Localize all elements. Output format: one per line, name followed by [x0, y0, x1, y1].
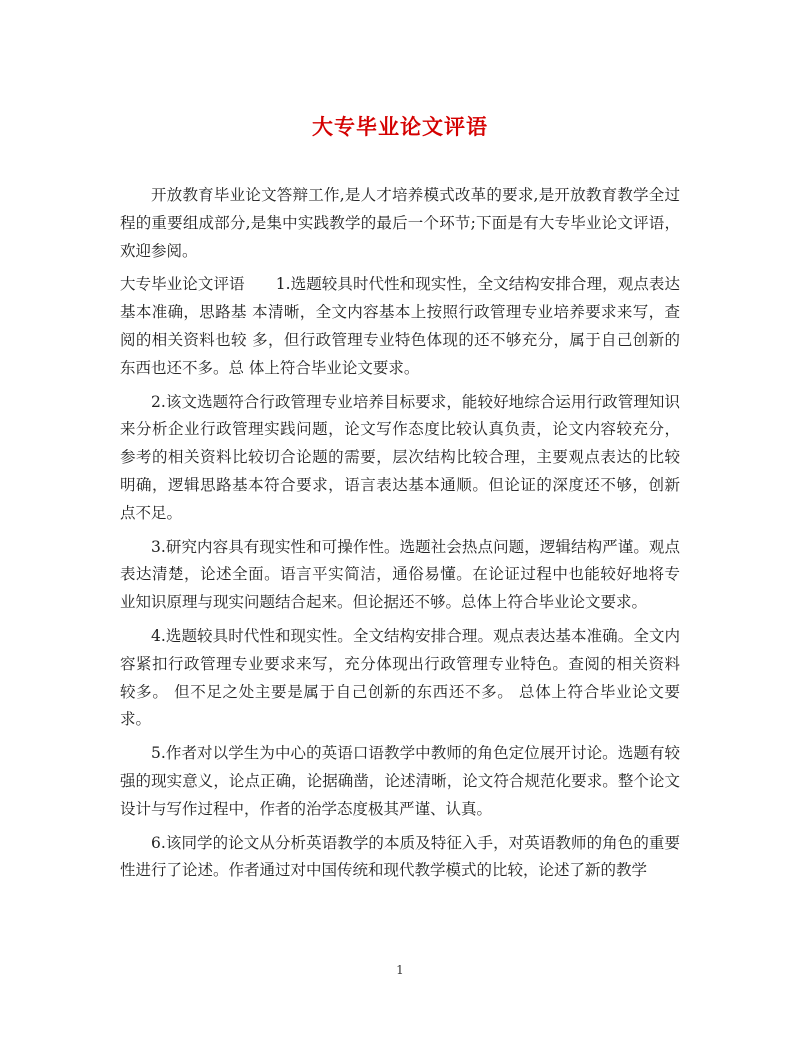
comment-paragraph-3: 3.研究内容具有现实性和可操作性。选题社会热点问题，逻辑结构严谨。观点 表达清楚，论述全面。语言平实简洁，通俗易懂。在论证过程中也能较好地将专 业知识原理与现实问题结合起来。但论据还不够。总体上符合毕业论文要求。	[120, 537, 680, 612]
intro-paragraph: 开放教育毕业论文答辩工作,是人才培养模式改革的要求,是开放教育教学全过程的重要组成部分,是集中实践教学的最后一个环节;下面是有大专毕业论文评语，欢迎参阅。	[120, 186, 680, 260]
comment-paragraph-1: 大专毕业论文评语 1.选题较具时代性和现实性，全文结构安排合理，观点表达基本准确，思路基 本清晰，全文内容基本上按照行政管理专业培养要求来写，查阅的相关资料也较 多，但行政管理专业特色体现的还不够充分，属于自己创新的东西也还不多。总 体上符合毕业论文要求。	[120, 275, 680, 377]
comment-paragraph-4: 4.选题较具时代性和现实性。全文结构安排合理。观点表达基本准确。全文内 容紧扣行政管理专业要求来写，充分体现出行政管理专业特色。查阅的相关资料 较多。 但不足之处主要是属于自己创新的东西还不多。 总体上符合毕业论文要求。	[120, 626, 680, 729]
comment-paragraph-6: 6.该同学的论文从分析英语教学的本质及特征入手，对英语教师的角色的重要性进行了论述。作者通过对中国传统和现代教学模式的比较，论述了新的教学	[120, 833, 680, 880]
comment-paragraph-5: 5.作者对以学生为中心的英语口语教学中教师的角色定位展开讨论。选题有较强的现实意义，论点正确，论据确凿，论述清晰，论文符合规范化要求。整个论文设计与写作过程中，作者的治学态度极其严谨、认真。	[120, 744, 680, 818]
comment-paragraph-2: 2.该文选题符合行政管理专业培养目标要求，能较好地综合运用行政管理知识 来分析企业行政管理实践问题，论文写作态度比较认真负责，论文内容较充分， 参考的相关资料比较切合论题的需要，层次结构比较合理，主要观点表达的比较 明确，逻辑思路基本符合要求，语言表达基本通顺。但论证的深度还不够，创新 点不足。	[120, 392, 680, 522]
document-body	[120, 182, 680, 885]
document-title: 大专毕业论文评语	[312, 114, 488, 139]
page-number: 1	[396, 963, 404, 977]
